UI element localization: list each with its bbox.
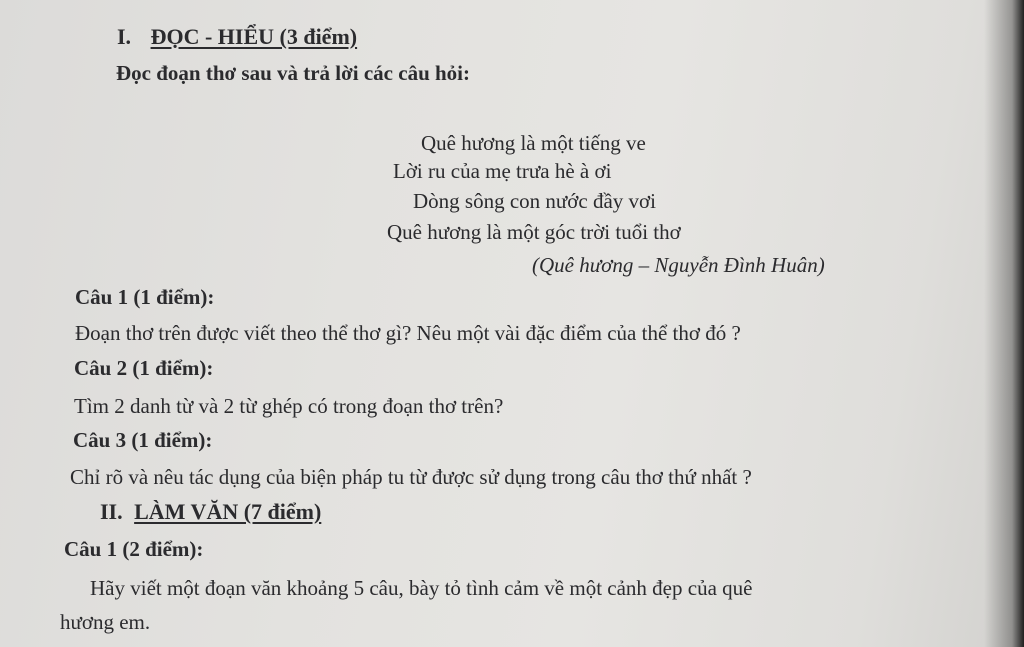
section-1-heading: ĐỌC - HIỂU (3 điểm) [150,24,358,49]
section-1-title [117,24,357,50]
question-2-text: Tìm 2 danh từ và 2 từ ghép có trong đoạn thơ trên? [74,394,504,418]
poem-line-1: Quê hương là một tiếng ve [421,131,646,155]
essay-question-label: Câu 1 (2 điểm): [64,537,204,561]
question-3-label: Câu 3 (1 điểm): [73,428,213,452]
question-1-label: Câu 1 (1 điểm): [75,285,215,309]
essay-question-text-line-1: Hãy viết một đoạn văn khoảng 5 câu, bày tỏ tình cảm về một cảnh đẹp của quê [90,576,753,600]
question-2-label: Câu 2 (1 điểm): [74,356,214,380]
poem-line-4: Quê hương là một góc trời tuổi thơ [387,220,681,244]
section-2-title [100,499,321,525]
essay-question-text-line-2: hương em. [60,610,151,634]
poem-line-2: Lời ru của mẹ trưa hè à ơi [393,159,612,183]
section-1-number: I. [117,24,132,49]
section-2-number: II. [100,499,123,524]
section-2-heading: LÀM VĂN (7 điểm) [134,499,322,524]
section-1-instruction: Đọc đoạn thơ sau và trả lời các câu hỏi: [116,61,471,85]
poem-line-3: Dòng sông con nước đầy vơi [413,189,656,213]
question-3-text: Chỉ rõ và nêu tác dụng của biện pháp tu từ được sử dụng trong câu thơ thứ nhất ? [70,465,752,489]
page-edge-shadow [984,0,1024,647]
poem-source: (Quê hương – Nguyễn Đình Huân) [532,253,825,277]
question-1-text: Đoạn thơ trên được viết theo thể thơ gì? Nêu một vài đặc điểm của thể thơ đó ? [75,321,741,345]
